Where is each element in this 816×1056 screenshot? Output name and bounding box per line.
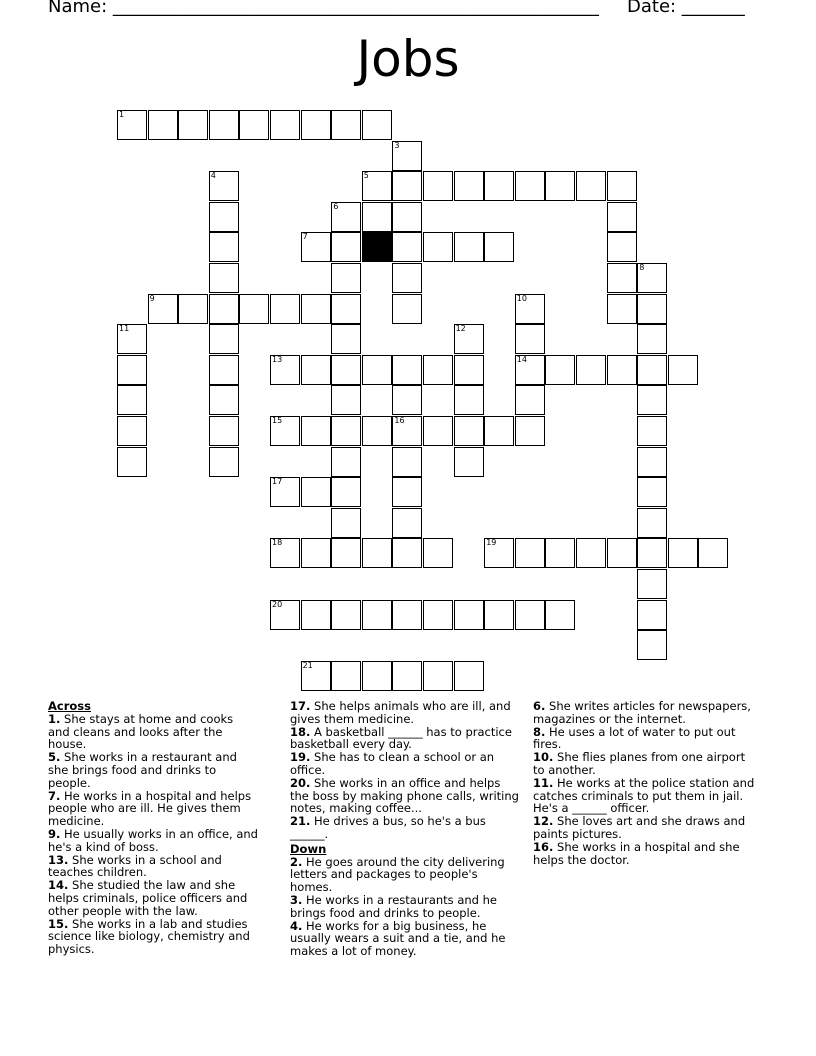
grid-cell[interactable] bbox=[637, 355, 667, 385]
grid-cell[interactable] bbox=[454, 355, 484, 385]
grid-cell[interactable] bbox=[668, 355, 698, 385]
grid-cell[interactable] bbox=[698, 538, 728, 568]
grid-cell[interactable] bbox=[331, 600, 361, 630]
grid-cell[interactable] bbox=[423, 538, 453, 568]
clue-number: 6 bbox=[333, 201, 339, 211]
grid-cell[interactable] bbox=[392, 294, 422, 324]
grid-cell[interactable] bbox=[178, 110, 208, 140]
grid-cell[interactable] bbox=[637, 600, 667, 630]
grid-cell[interactable] bbox=[423, 232, 453, 262]
clue: 13. She works in a school and teaches children. bbox=[48, 852, 222, 880]
grid-cell[interactable] bbox=[362, 416, 392, 446]
grid-cell[interactable] bbox=[331, 416, 361, 446]
grid-cell[interactable] bbox=[331, 477, 361, 507]
clues-column-2 bbox=[290, 700, 520, 958]
clue-number: 17 bbox=[272, 477, 283, 487]
grid-cell[interactable] bbox=[301, 477, 331, 507]
grid-cell[interactable] bbox=[637, 416, 667, 446]
grid-cell[interactable] bbox=[484, 600, 514, 630]
clue-number: 16 bbox=[394, 416, 405, 425]
grid-cell[interactable] bbox=[301, 416, 331, 446]
grid-cell[interactable] bbox=[392, 171, 422, 201]
grid-cell[interactable] bbox=[117, 355, 147, 385]
grid-cell[interactable] bbox=[331, 232, 361, 262]
grid-cell[interactable] bbox=[270, 416, 300, 446]
grid-cell[interactable] bbox=[270, 600, 300, 630]
grid-cell[interactable] bbox=[392, 202, 422, 232]
grid-cell[interactable] bbox=[576, 171, 606, 201]
grid-cell[interactable] bbox=[423, 355, 453, 385]
grid-cell[interactable] bbox=[484, 232, 514, 262]
grid-cell[interactable] bbox=[545, 171, 575, 201]
black-cell bbox=[362, 232, 392, 262]
grid-cell[interactable] bbox=[607, 202, 637, 232]
page-title: Jobs bbox=[356, 30, 460, 88]
grid-cell[interactable] bbox=[515, 355, 545, 385]
grid-cell[interactable] bbox=[331, 508, 361, 538]
grid-cell[interactable] bbox=[117, 324, 147, 354]
clue: 9. He usually works in an office, and he's a kind of boss. bbox=[48, 826, 258, 854]
clue: 19. She has to clean a school or an office. bbox=[290, 750, 495, 777]
clue: 7. He works in a hospital and helps people who are ill. He gives them medicine. bbox=[48, 788, 252, 829]
grid-cell[interactable] bbox=[362, 600, 392, 630]
grid-cell[interactable] bbox=[637, 477, 667, 507]
clue: 6. She writes articles for newspapers, magazines or the internet. bbox=[533, 699, 751, 726]
grid-cell[interactable] bbox=[515, 600, 545, 630]
grid-cell[interactable] bbox=[515, 538, 545, 568]
grid-cell[interactable] bbox=[454, 171, 484, 201]
grid-cell[interactable] bbox=[270, 538, 300, 568]
grid-cell[interactable] bbox=[515, 171, 545, 201]
clue: 2. He goes around the city delivering letters and packages to people's homes. bbox=[290, 854, 505, 895]
grid-cell[interactable] bbox=[301, 110, 331, 140]
grid-cell[interactable] bbox=[362, 171, 392, 201]
grid-cell[interactable] bbox=[270, 355, 300, 385]
grid-cell[interactable] bbox=[331, 538, 361, 568]
grid-cell[interactable] bbox=[239, 110, 269, 140]
clue-number: 13 bbox=[272, 354, 283, 364]
grid-cell[interactable] bbox=[576, 355, 606, 385]
grid-cell[interactable] bbox=[239, 294, 269, 324]
clue-number: 11 bbox=[119, 324, 130, 334]
grid-cell[interactable] bbox=[637, 324, 667, 354]
grid-cell[interactable] bbox=[454, 661, 484, 691]
clue: 16. She works in a hospital and she helps the doctor. bbox=[533, 839, 740, 867]
clue-number: 8 bbox=[639, 263, 645, 272]
grid-cell[interactable] bbox=[545, 355, 575, 385]
clue-number: 18 bbox=[272, 538, 283, 548]
grid-cell[interactable] bbox=[545, 538, 575, 568]
grid-cell[interactable] bbox=[392, 263, 422, 293]
grid-cell[interactable] bbox=[423, 600, 453, 630]
grid-cell[interactable] bbox=[117, 447, 147, 477]
grid-cell[interactable] bbox=[454, 447, 484, 477]
grid-cell[interactable] bbox=[515, 416, 545, 446]
grid-cell[interactable] bbox=[423, 661, 453, 691]
clue: 8. He uses a lot of water to put out fires. bbox=[533, 724, 736, 752]
grid-cell[interactable] bbox=[392, 538, 422, 568]
grid-cell[interactable] bbox=[515, 294, 545, 324]
grid-cell[interactable] bbox=[454, 232, 484, 262]
grid-cell[interactable] bbox=[392, 416, 422, 446]
grid-cell[interactable] bbox=[209, 294, 239, 324]
grid-cell[interactable] bbox=[637, 630, 667, 660]
grid-cell[interactable] bbox=[301, 600, 331, 630]
grid-cell[interactable] bbox=[362, 355, 392, 385]
grid-cell[interactable] bbox=[331, 110, 361, 140]
clue: 5. She works in a restaurant and she brings food and drinks to people. bbox=[48, 750, 237, 790]
clue: 3. He works in a restaurants and he brings food and drinks to people. bbox=[290, 892, 497, 920]
clue-number: 14 bbox=[516, 354, 527, 364]
grid-cell[interactable] bbox=[545, 600, 575, 630]
clue-number: 9 bbox=[149, 293, 155, 303]
grid-cell[interactable] bbox=[392, 385, 422, 415]
grid-cell[interactable] bbox=[301, 294, 331, 324]
clue: 14. She studied the law and she helps criminals, police officers and other people with the law. bbox=[48, 878, 248, 918]
grid-cell[interactable] bbox=[454, 416, 484, 446]
grid-cell[interactable] bbox=[484, 171, 514, 201]
grid-cell[interactable] bbox=[607, 355, 637, 385]
grid-cell[interactable] bbox=[454, 600, 484, 630]
grid-cell[interactable] bbox=[148, 294, 178, 324]
grid-cell[interactable] bbox=[637, 508, 667, 538]
across-heading: Across bbox=[48, 699, 91, 713]
grid-cell[interactable] bbox=[148, 110, 178, 140]
grid-cell[interactable] bbox=[515, 385, 545, 415]
date-field[interactable]: Date: _______ bbox=[627, 0, 745, 17]
clue-number: 21 bbox=[302, 660, 313, 670]
grid-cell[interactable] bbox=[209, 385, 239, 415]
grid-cell[interactable] bbox=[392, 508, 422, 538]
grid-cell[interactable] bbox=[270, 477, 300, 507]
grid-cell[interactable] bbox=[484, 416, 514, 446]
grid-cell[interactable] bbox=[209, 447, 239, 477]
grid-cell[interactable] bbox=[392, 477, 422, 507]
grid-cell[interactable] bbox=[178, 294, 208, 324]
grid-cell[interactable] bbox=[607, 232, 637, 262]
grid-cell[interactable] bbox=[117, 416, 147, 446]
grid-cell[interactable] bbox=[423, 416, 453, 446]
grid-cell[interactable] bbox=[301, 538, 331, 568]
clue: 21. He drives a bus, so he's a bus ______. bbox=[290, 814, 486, 841]
grid-cell[interactable] bbox=[637, 569, 667, 599]
grid-cell[interactable] bbox=[209, 324, 239, 354]
grid-cell[interactable] bbox=[637, 447, 667, 477]
grid-cell[interactable] bbox=[362, 661, 392, 691]
clue: 1. She stays at home and cooks and cleans and looks after the house. bbox=[48, 711, 234, 752]
clue: 17. She helps animals who are ill, and gives them medicine. bbox=[290, 699, 511, 726]
clue-number: 20 bbox=[272, 599, 283, 609]
grid-cell[interactable] bbox=[331, 294, 361, 324]
grid-cell[interactable] bbox=[209, 171, 239, 201]
grid-cell[interactable] bbox=[209, 202, 239, 232]
grid-cell[interactable] bbox=[515, 324, 545, 354]
grid-cell[interactable] bbox=[209, 263, 239, 293]
grid-cell[interactable] bbox=[209, 232, 239, 262]
clue: 10. She flies planes from one airport to another. bbox=[533, 750, 746, 777]
clue: 18. A basketball ______ has to practice basketball every day. bbox=[290, 724, 512, 752]
grid-cell[interactable] bbox=[331, 324, 361, 354]
grid-cell[interactable] bbox=[301, 355, 331, 385]
grid-cell[interactable] bbox=[331, 202, 361, 232]
clues-column-3 bbox=[533, 700, 758, 866]
grid-cell[interactable] bbox=[117, 385, 147, 415]
grid-cell[interactable] bbox=[392, 141, 422, 171]
grid-cell[interactable] bbox=[668, 538, 698, 568]
grid-cell[interactable] bbox=[454, 385, 484, 415]
grid-cell[interactable] bbox=[331, 355, 361, 385]
grid-cell[interactable] bbox=[392, 355, 422, 385]
grid-cell[interactable] bbox=[576, 538, 606, 568]
grid-cell[interactable] bbox=[331, 263, 361, 293]
clue: 20. She works in an office and helps the boss by making phone calls, writing notes, making coffee... bbox=[290, 775, 519, 816]
grid-cell[interactable] bbox=[607, 263, 637, 293]
grid-cell[interactable] bbox=[392, 232, 422, 262]
grid-cell[interactable] bbox=[270, 110, 300, 140]
grid-cell[interactable] bbox=[484, 538, 514, 568]
clue: 11. He works at the police station and catches criminals to put them in jail. He's a ______ officer. bbox=[533, 775, 755, 816]
grid-cell[interactable] bbox=[209, 355, 239, 385]
down-heading: Down bbox=[290, 841, 327, 856]
clue-number: 7 bbox=[302, 232, 308, 242]
grid-cell[interactable] bbox=[392, 600, 422, 630]
grid-cell[interactable] bbox=[637, 263, 667, 293]
clue-number: 19 bbox=[486, 538, 497, 548]
grid-cell[interactable] bbox=[362, 538, 392, 568]
grid-cell[interactable] bbox=[392, 661, 422, 691]
grid-cell[interactable] bbox=[607, 538, 637, 568]
grid-cell[interactable] bbox=[637, 294, 667, 324]
name-field[interactable]: Name: ______________________________________________________ bbox=[48, 0, 599, 17]
grid-cell[interactable] bbox=[607, 171, 637, 201]
clue-number: 1 bbox=[119, 110, 125, 119]
grid-cell[interactable] bbox=[637, 538, 667, 568]
grid-cell[interactable] bbox=[301, 232, 331, 262]
clue-number: 12 bbox=[455, 324, 466, 334]
grid-cell[interactable] bbox=[331, 661, 361, 691]
grid-cell[interactable] bbox=[362, 202, 392, 232]
grid-cell[interactable] bbox=[392, 447, 422, 477]
clue-number: 10 bbox=[516, 293, 527, 303]
grid-cell[interactable] bbox=[362, 110, 392, 140]
grid-cell[interactable] bbox=[423, 171, 453, 201]
grid-cell[interactable] bbox=[454, 324, 484, 354]
grid-cell[interactable] bbox=[117, 110, 147, 140]
grid-cell[interactable] bbox=[637, 385, 667, 415]
grid-cell[interactable] bbox=[607, 294, 637, 324]
clue-number: 4 bbox=[210, 171, 216, 181]
clue: 4. He works for a big business, he usually wears a suit and a tie, and he makes a lot of money. bbox=[290, 918, 506, 959]
clue: 15. She works in a lab and studies science like biology, chemistry and physics. bbox=[48, 916, 250, 957]
clue-number: 3 bbox=[394, 140, 400, 150]
grid-cell[interactable] bbox=[331, 447, 361, 477]
clues-column-1 bbox=[48, 700, 258, 956]
clue-number: 5 bbox=[363, 171, 369, 181]
clue: 12. She loves art and she draws and paints pictures. bbox=[533, 814, 746, 841]
grid-cell[interactable] bbox=[209, 416, 239, 446]
clue-number: 15 bbox=[272, 416, 283, 425]
grid-cell[interactable] bbox=[331, 385, 361, 415]
grid-cell[interactable] bbox=[209, 110, 239, 140]
grid-cell[interactable] bbox=[270, 294, 300, 324]
grid-cell[interactable] bbox=[301, 661, 331, 691]
